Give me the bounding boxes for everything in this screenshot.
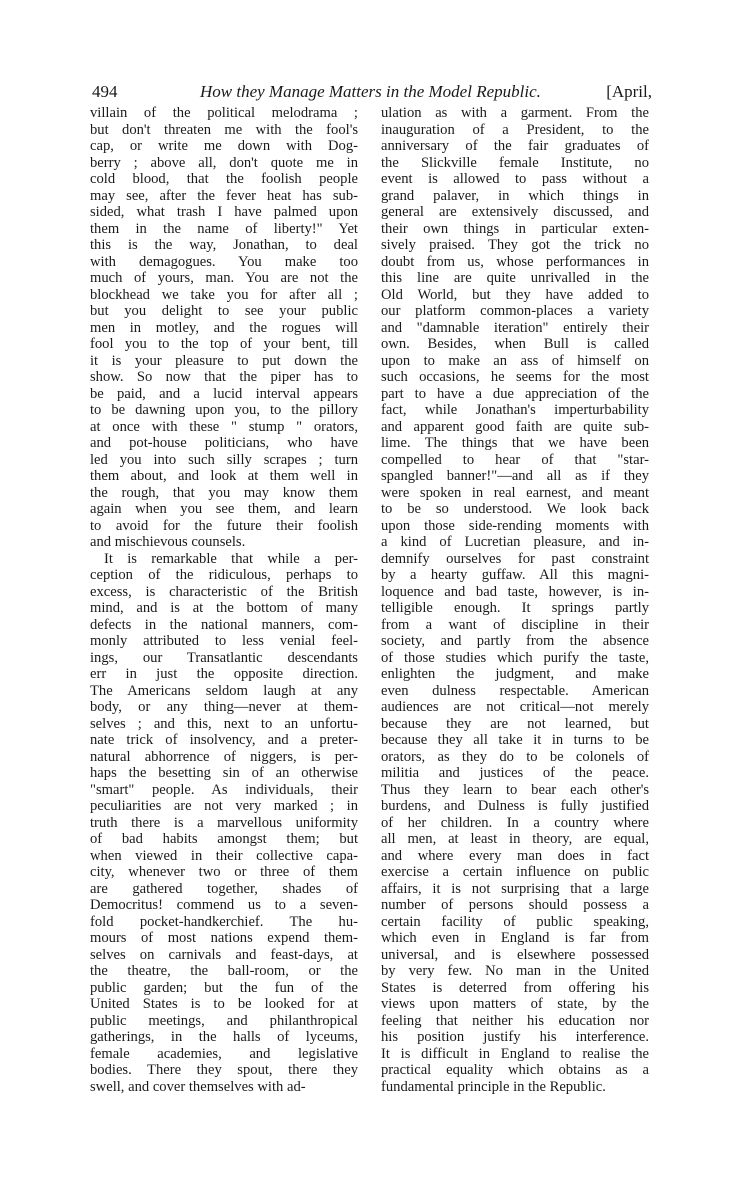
text-line: burdens, and Dulness is fully justified	[381, 798, 649, 814]
text-line: our platform common-places a variety	[381, 303, 649, 319]
text-line: err in just the opposite direction.	[90, 666, 358, 682]
text-line: views upon matters of state, by the	[381, 996, 649, 1012]
text-line: upon to make an ass of himself on	[381, 352, 649, 369]
text-line: fundamental principle in the Republic.	[381, 1078, 606, 1095]
text-line: enlighten the judgment, and make	[381, 666, 649, 682]
text-line: society, and partly from the absence	[381, 633, 649, 649]
text-line: ception of the ridiculous, perhaps to	[90, 567, 358, 583]
text-line: berry ; above all, don't quote me in	[90, 154, 358, 171]
text-line: the theatre, the ball-room, or the	[90, 963, 358, 979]
text-line: fact, while Jonathan's imperturbability	[381, 402, 649, 418]
text-line: upon those side-rending moments with	[381, 517, 649, 534]
text-line: natural abhorrence of niggers, is per-	[90, 748, 358, 765]
text-line: militia and justices of the peace.	[381, 765, 649, 781]
text-line: of those studies which purify the taste,	[381, 649, 649, 666]
text-line: may see, after the fever heat has sub-	[90, 187, 358, 204]
text-line: the rough, that you may know them	[90, 484, 358, 501]
text-line: to be dawning upon you, to the pillory	[90, 402, 358, 418]
text-line: Democritus! commend us to a seven-	[90, 897, 358, 913]
text-line: certain facility of public speaking,	[381, 913, 649, 930]
text-line: It is remarkable that while a per-	[104, 550, 358, 567]
text-line: selves ; and this, next to an unfortu-	[90, 715, 358, 732]
text-line: again when you see them, and learn	[90, 501, 358, 517]
text-line: lime. The things that we have been	[381, 435, 649, 451]
text-line: inauguration of a President, to the	[381, 121, 649, 138]
text-line: doubt from us, whose performances in	[381, 253, 649, 270]
text-line: but you delight to see your public	[90, 303, 358, 319]
text-line: general are extensively discussed, and	[381, 204, 649, 220]
text-line: led you into such silly scrapes ; turn	[90, 451, 358, 468]
text-line: were spoken in real earnest, and meant	[381, 484, 649, 501]
text-line: ulation as with a garment. From the	[381, 105, 649, 121]
text-line: and pot-house politicians, who have	[90, 435, 358, 451]
text-line: this line are quite unrivalled in the	[381, 270, 649, 286]
text-line: demnify ourselves for past constraint	[381, 550, 649, 567]
text-line: defects in the national manners, com-	[90, 616, 358, 633]
text-line: this is the way, Jonathan, to deal	[90, 237, 358, 253]
text-line: audiences are not critical—not merely	[381, 699, 649, 715]
text-line: cap, or write me down with Dog-	[90, 138, 358, 154]
text-line: them about, and look at them well in	[90, 468, 358, 484]
text-line: monly attributed to less venial feel-	[90, 633, 358, 649]
running-title: How they Manage Matters in the Model Republic.	[200, 82, 541, 101]
issue-month: [April,	[606, 82, 652, 101]
text-line: but don't threaten me with the fool's	[90, 121, 358, 138]
text-line: public meetings, and philanthropical	[90, 1012, 358, 1029]
text-line: be paid, and a lucid interval appears	[90, 385, 358, 402]
text-line: practical equality which obtains as a	[381, 1062, 649, 1078]
text-line: nate trick of insolvency, and a preter-	[90, 732, 358, 748]
text-line: feeling that neither his education nor	[381, 1012, 649, 1029]
text-line: to be so understood. We look back	[381, 501, 649, 517]
text-line: when viewed in their collective capa-	[90, 847, 358, 864]
left-text-column	[90, 105, 358, 1095]
text-line: female academies, and legislative	[90, 1045, 358, 1062]
text-line: and "damnable iteration" entirely their	[381, 319, 649, 336]
text-line: fool you to the top of your bent, till	[90, 336, 358, 352]
text-line: with demagogues. You make too	[90, 253, 358, 270]
text-line: mours of most nations expend them-	[90, 930, 358, 946]
text-line: such occasions, he seems for the most	[381, 369, 649, 385]
text-line: their own things in particular exten-	[381, 220, 649, 237]
text-line: public garden; but the fun of the	[90, 979, 358, 996]
text-line: selves on carnivals and feast-days, at	[90, 946, 358, 963]
text-line: universal, and is elsewhere possessed	[381, 946, 649, 963]
text-line: Thus they learn to bear each other's	[381, 781, 649, 798]
text-line: and mischievous counsels.	[90, 534, 246, 550]
text-line: fold pocket-handkerchief. The hu-	[90, 913, 358, 930]
text-line: swell, and cover themselves with ad-	[90, 1078, 306, 1095]
text-line: because they all take it in turns to be	[381, 732, 649, 748]
text-line: of her children. In a country where	[381, 814, 649, 831]
text-line: are gathered together, shades of	[90, 880, 358, 897]
text-line: number of persons should possess a	[381, 897, 649, 913]
text-line: event is allowed to pass without a	[381, 171, 649, 187]
text-line: from a want of discipline in their	[381, 616, 649, 633]
text-line: much of yours, man. You are not the	[90, 270, 358, 286]
text-line: The Americans seldom laugh at any	[90, 682, 358, 699]
text-line: the Slickville female Institute, no	[381, 154, 649, 171]
text-line: sided, what trash I have palmed upon	[90, 204, 358, 220]
text-line: at once with these " stump " orators,	[90, 418, 358, 435]
text-line: United States is to be looked for at	[90, 996, 358, 1012]
text-line: ings, our Transatlantic descendants	[90, 649, 358, 666]
text-line: It is difficult in England to realise the	[381, 1045, 649, 1062]
text-line: which even in England is far from	[381, 930, 649, 946]
page-number: 494	[92, 82, 118, 101]
text-line: own. Besides, when Bull is called	[381, 336, 649, 352]
text-line: gatherings, in the halls of lyceums,	[90, 1029, 358, 1045]
text-line: loquence and bad taste, however, is in-	[381, 583, 649, 600]
text-line: "smart" people. As individuals, their	[90, 781, 358, 798]
text-line: anniversary of the fair graduates of	[381, 138, 649, 154]
text-line: because they are not learned, but	[381, 715, 649, 732]
text-line: even dulness respectable. American	[381, 682, 649, 699]
text-line: mind, and is at the bottom of many	[90, 600, 358, 616]
text-line: of bad habits amongst them; but	[90, 831, 358, 847]
text-line: by a hearty guffaw. All this magni-	[381, 567, 649, 583]
text-line: to avoid for the future their foolish	[90, 517, 358, 534]
text-line: by very few. No man in the United	[381, 963, 649, 979]
text-line: it is your pleasure to put down the	[90, 352, 358, 369]
text-line: bodies. There they spout, there they	[90, 1062, 358, 1078]
text-line: part to have a due appreciation of the	[381, 385, 649, 402]
text-line: excess, is characteristic of the British	[90, 583, 358, 600]
text-line: haps the besetting sin of an otherwise	[90, 765, 358, 781]
text-line: truth there is a marvellous uniformity	[90, 814, 358, 831]
text-line: and where every man does in fact	[381, 847, 649, 864]
text-line: Old World, but they have added to	[381, 286, 649, 303]
text-line: a kind of Lucretian pleasure, and in-	[381, 534, 649, 550]
text-line: cold blood, that the foolish people	[90, 171, 358, 187]
text-line: show. So now that the piper has to	[90, 369, 358, 385]
text-line: all men, at least in theory, are equal,	[381, 831, 649, 847]
text-line: peculiarities are not very marked ; in	[90, 798, 358, 814]
right-text-column	[381, 105, 649, 1095]
text-line: them in the name of liberty!" Yet	[90, 220, 358, 237]
text-line: compelled to hear of that "star-	[381, 451, 649, 468]
text-line: States is deterred from offering his	[381, 979, 649, 996]
text-line: spangled banner!"—and all as if they	[381, 468, 649, 484]
text-line: and apparent good faith are quite sub-	[381, 418, 649, 435]
text-line: body, or any thing—never at them-	[90, 699, 358, 715]
text-line: orators, as they do to be colonels of	[381, 748, 649, 765]
text-line: sively praised. They got the trick no	[381, 237, 649, 253]
text-line: affairs, it is not surprising that a large	[381, 880, 649, 897]
text-line: city, whenever two or three of them	[90, 864, 358, 880]
text-line: exercise a certain influence on public	[381, 864, 649, 880]
text-line: grand palaver, in which things in	[381, 187, 649, 204]
page-header	[92, 80, 652, 104]
text-line: his position justify his interference.	[381, 1029, 649, 1045]
text-line: telligible enough. It springs partly	[381, 600, 649, 616]
text-line: blockhead we take you for after all ;	[90, 286, 358, 303]
text-line: men in motley, and the rogues will	[90, 319, 358, 336]
text-line: villain of the political melodrama ;	[90, 105, 358, 121]
